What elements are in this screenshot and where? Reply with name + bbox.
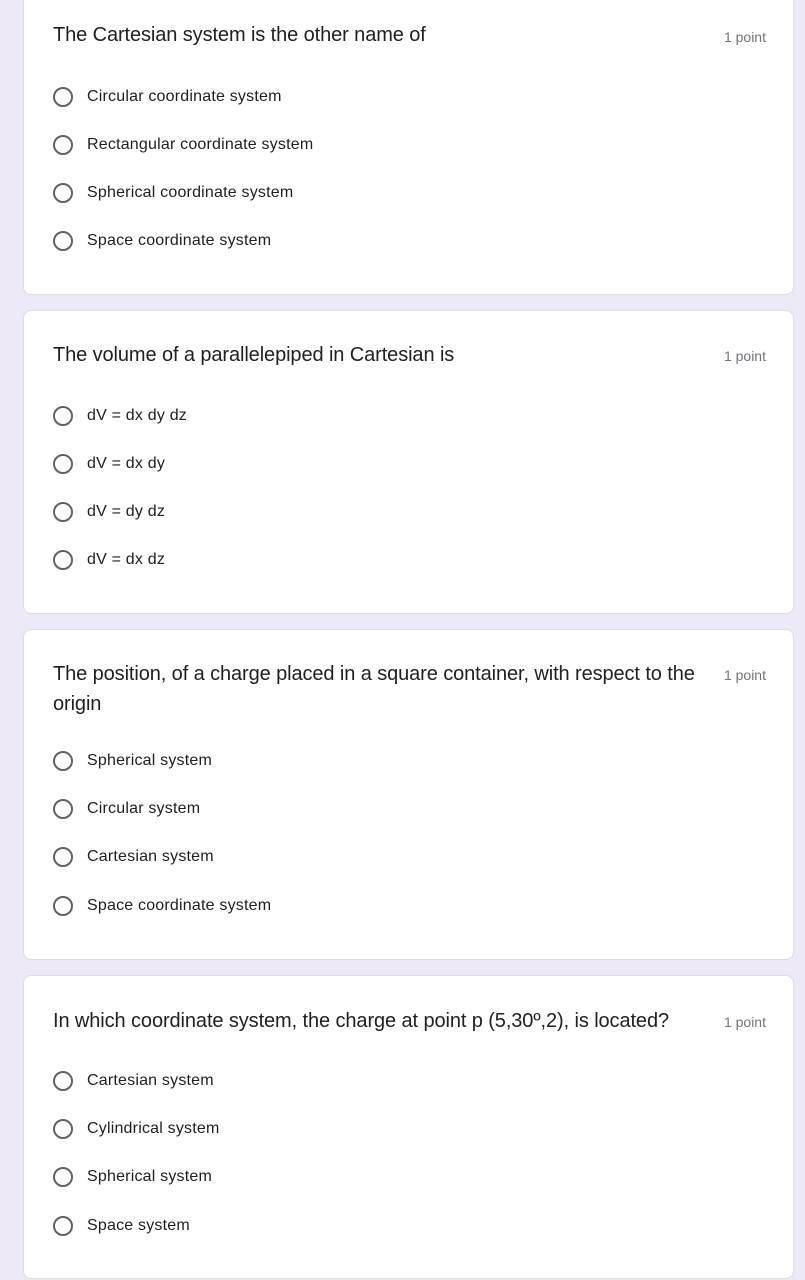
option-label: Space system — [87, 1217, 190, 1234]
answer-option[interactable] — [53, 131, 313, 159]
option-label: Circular system — [87, 800, 201, 817]
answer-option[interactable] — [53, 747, 212, 775]
radio-button[interactable] — [53, 1216, 73, 1236]
answer-option[interactable] — [53, 498, 165, 526]
option-label: Cartesian system — [87, 848, 214, 865]
answer-option[interactable] — [53, 843, 214, 871]
option-label: dV = dx dy dz — [87, 407, 187, 424]
option-label: Space coordinate system — [87, 897, 272, 914]
answer-option[interactable] — [53, 1067, 214, 1095]
radio-button[interactable] — [53, 454, 73, 474]
option-label: dV = dx dy — [87, 455, 166, 472]
answer-option[interactable] — [53, 546, 165, 574]
radio-button[interactable] — [53, 183, 73, 203]
option-label: dV = dx dz — [87, 551, 166, 568]
answer-option[interactable] — [53, 795, 200, 823]
option-label: Rectangular coordinate system — [87, 136, 314, 153]
question-title: The position, of a charge placed in a square container, with respect to the origin — [53, 663, 695, 715]
radio-button[interactable] — [53, 550, 73, 570]
question-title: The Cartesian system is the other name of — [53, 24, 426, 46]
radio-button[interactable] — [53, 135, 73, 155]
question-card — [23, 975, 794, 1279]
question-title: The volume of a parallelepiped in Cartesian is — [53, 344, 455, 366]
radio-button[interactable] — [53, 1167, 73, 1187]
option-label: Cartesian system — [87, 1072, 214, 1089]
option-label: Spherical coordinate system — [87, 184, 294, 201]
answer-option[interactable] — [53, 1115, 220, 1143]
radio-button[interactable] — [53, 1119, 73, 1139]
answer-option[interactable] — [53, 450, 165, 478]
answer-option[interactable] — [53, 227, 271, 255]
radio-button[interactable] — [53, 502, 73, 522]
question-card — [23, 310, 794, 614]
radio-button[interactable] — [53, 847, 73, 867]
radio-button[interactable] — [53, 799, 73, 819]
question-card — [23, 629, 794, 960]
question-card — [23, 0, 794, 295]
option-label: Spherical system — [87, 752, 213, 769]
radio-button[interactable] — [53, 406, 73, 426]
answer-option[interactable] — [53, 83, 282, 111]
answer-option[interactable] — [53, 1212, 190, 1240]
radio-button[interactable] — [53, 1071, 73, 1091]
question-points: 1 point — [723, 29, 766, 45]
answer-option[interactable] — [53, 402, 187, 430]
answer-option[interactable] — [53, 179, 293, 207]
question-points: 1 point — [723, 1014, 766, 1030]
question-points: 1 point — [723, 667, 766, 683]
question-points: 1 point — [723, 348, 766, 364]
option-label: Cylindrical system — [87, 1120, 220, 1137]
option-label: Space coordinate system — [87, 232, 272, 249]
radio-button[interactable] — [53, 751, 73, 771]
radio-button[interactable] — [53, 87, 73, 107]
radio-button[interactable] — [53, 896, 73, 916]
option-label: Circular coordinate system — [87, 88, 282, 105]
answer-option[interactable] — [53, 1163, 212, 1191]
option-label: Spherical system — [87, 1168, 213, 1185]
answer-option[interactable] — [53, 892, 271, 920]
option-label: dV = dy dz — [87, 503, 166, 520]
radio-button[interactable] — [53, 231, 73, 251]
question-title: In which coordinate system, the charge at point p (5,30º,2), is located? — [53, 1010, 670, 1032]
